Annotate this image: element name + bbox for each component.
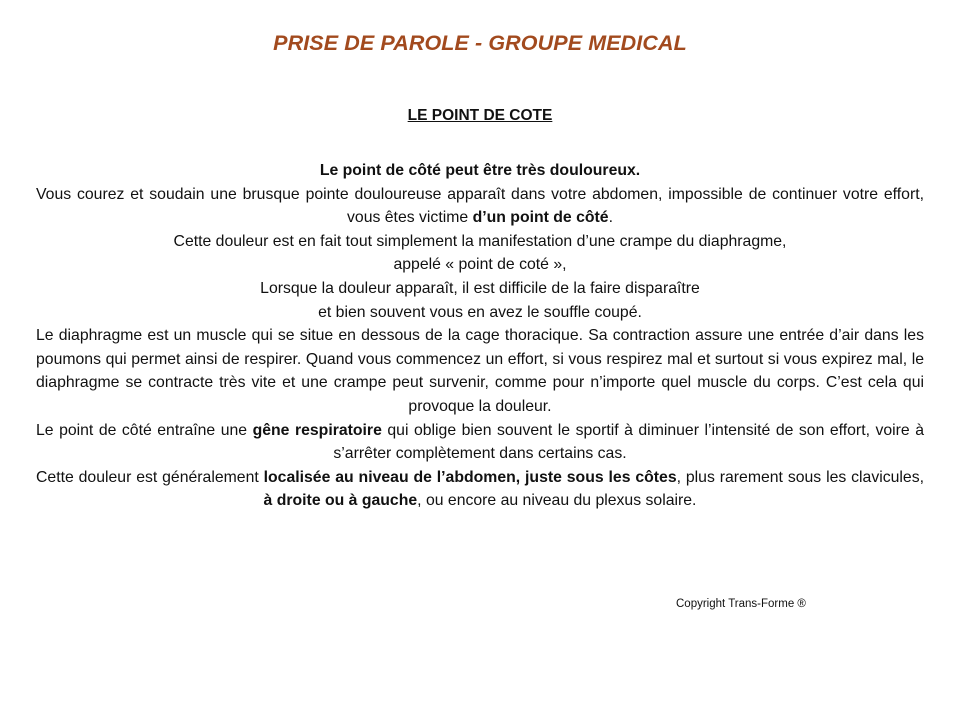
paragraph-lorsque: Lorsque la douleur apparaît, il est difficile de la faire disparaître <box>260 279 700 297</box>
paragraph-souffle: et bien souvent vous en avez le souffle coupé. <box>318 303 642 321</box>
page-title: PRISE DE PAROLE - GROUPE MEDICAL <box>273 31 687 55</box>
article-body <box>36 159 924 513</box>
copyright-notice: Copyright Trans-Forme ® <box>676 598 806 610</box>
emphasis-droite-gauche: à droite ou à gauche <box>263 492 418 510</box>
paragraph-diaphragme: Le diaphragme est un muscle qui se situe en dessous de la cage thoracique. Sa contraction assure une entrée d’air dans les poumons qui permet ainsi de respirer. Quand vous commencez un effort, si vous respirez mal et surtout si vous expirez mal, le diaphragme se contracte très vite et une crampe peut survenir, comme pour n’importe quel muscle du corps. C’est cela qui provoque la douleur. <box>36 327 924 415</box>
lead-sentence: Le point de côté peut être très douloureux. <box>319 162 641 179</box>
paragraph-intro: Vous courez et soudain une brusque pointe douloureuse apparaît dans votre abdomen, impossible de continuer votre effort, vous êtes victime d’un point de côté. <box>36 185 924 227</box>
section-heading: LE POINT DE COTE <box>407 107 553 124</box>
emphasis-gene-respiratoire: gêne respiratoire <box>252 421 382 439</box>
paragraph-crampe: Cette douleur est en fait tout simplement la manifestation d’une crampe du diaphragme, <box>173 232 787 250</box>
emphasis-localisee: localisée au niveau de l’abdomen, juste sous les côtes <box>263 468 677 486</box>
emphasis-point-de-cote: d’un point de côté <box>472 209 609 227</box>
paragraph-gene: Le point de côté entraîne une gêne respiratoire qui oblige bien souvent le sportif à diminuer l’intensité de son effort, voire à s’arrêter complètement dans certains cas. <box>36 421 924 463</box>
paragraph-localisation: Cette douleur est généralement localisée au niveau de l’abdomen, juste sous les côtes, plus rarement sous les clavicules, à droite ou à gauche, ou encore au niveau du plexus solaire. <box>36 468 924 510</box>
paragraph-appele: appelé « point de coté », <box>393 256 567 274</box>
